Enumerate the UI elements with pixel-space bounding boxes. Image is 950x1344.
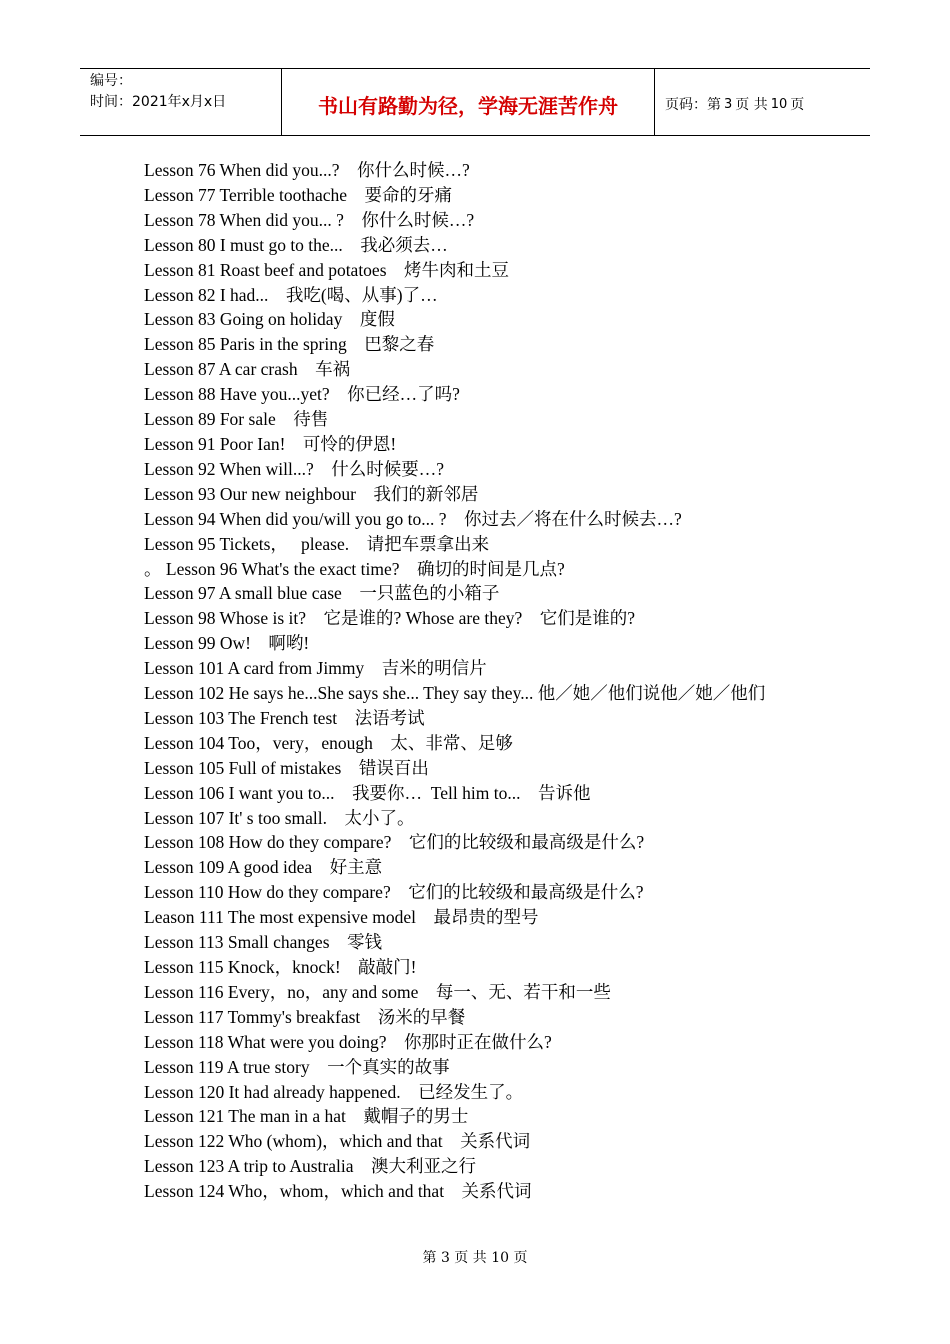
lesson-line: Lesson 93 Our new neighbour 我们的新邻居: [144, 483, 479, 504]
lesson-line: Lesson 101 A card from Jimmy 吉米的明信片: [144, 658, 487, 679]
lesson-line: Lesson 95 Tickets， please. 请把车票拿出来: [144, 533, 490, 554]
page-number: 3: [724, 96, 733, 112]
lesson-line: Lesson 83 Going on holiday 度假: [144, 309, 395, 330]
lesson-line: Lesson 87 A car crash 车祸: [144, 359, 351, 380]
lesson-line: Lesson 107 It' s too small. 太小了。: [144, 807, 415, 828]
lesson-line: Lesson 91 Poor Ian! 可怜的伊恩!: [144, 433, 397, 454]
lesson-line: Lesson 109 A good idea 好主意: [144, 857, 383, 878]
lesson-list: [144, 158, 814, 1204]
lesson-line: Lesson 115 Knock，knock! 敲敲门!: [144, 957, 417, 977]
lesson-line: Lesson 85 Paris in the spring 巴黎之春: [144, 334, 435, 355]
lesson-line: Lesson 99 Ow! 啊哟!: [144, 633, 310, 654]
lesson-line: Lesson 88 Have you...yet? 你已经…了吗?: [144, 384, 460, 405]
lesson-line: Lesson 82 I had... 我吃(喝、从事)了…: [144, 284, 438, 305]
code-label: 编号：: [90, 73, 132, 89]
lesson-line: Lesson 124 Who，whom，which and that 关系代词: [144, 1181, 532, 1202]
lesson-line: Lesson 110 How do they compare? 它们的比较级和最高级是什么?: [144, 882, 644, 903]
lesson-line: Lesson 108 How do they compare? 它们的比较级和最高级是什么?: [144, 832, 645, 853]
lesson-line: Leason 111 The most expensive model 最昂贵的型号: [144, 907, 539, 928]
lesson-line: Lesson 121 The man in a hat 戴帽子的男士: [144, 1106, 469, 1127]
page-mid: 页 共: [735, 97, 768, 113]
lesson-line: Lesson 119 A true story 一个真实的故事: [144, 1056, 450, 1077]
lesson-line: Lesson 117 Tommy's breakfast 汤米的早餐: [144, 1006, 466, 1027]
lesson-line: Lesson 122 Who (whom)，which and that 关系代词: [144, 1131, 531, 1152]
lesson-line: Lesson 103 The French test 法语考试: [144, 707, 425, 728]
lesson-line: Lesson 113 Small changes 零钱: [144, 932, 383, 953]
lesson-line: Lesson 76 When did you...? 你什么时候…?: [144, 160, 470, 180]
lesson-line: Lesson 94 When did you/will you go to... ? 你过去／将在什么时候去…?: [144, 508, 682, 529]
lesson-line: Lesson 123 A trip to Australia 澳大利亚之行: [144, 1156, 477, 1177]
lesson-line: Lesson 98 Whose is it? 它是谁的? Whose are they? 它们是谁的?: [144, 608, 636, 629]
lesson-line: Lesson 80 I must go to the... 我必须去…: [144, 234, 448, 255]
lesson-line: Lesson 102 He says he...She says she... They say they... 他／她／他们说他／她／他们: [144, 683, 766, 704]
lesson-line: Lesson 120 It had already happened. 已经发生了。: [144, 1081, 524, 1102]
page-total: 10: [770, 96, 788, 112]
header-meta: [80, 69, 282, 135]
page-footer: 第 3 页 共 10 页: [422, 1250, 528, 1266]
lesson-line: Lesson 89 For sale 待售: [144, 409, 329, 430]
header-motto: 书山有路勤为径，学海无涯苦作舟: [282, 69, 655, 135]
lesson-line: Lesson 77 Terrible toothache 要命的牙痛: [144, 184, 453, 205]
lesson-line: Lesson 106 I want you to... 我要你… Tell him to... 告诉他: [144, 782, 591, 803]
lesson-line: Lesson 105 Full of mistakes 错误百出: [144, 757, 429, 778]
lesson-line: Lesson 97 A small blue case 一只蓝色的小箱子: [144, 583, 500, 604]
lesson-line: Lesson 78 When did you... ? 你什么时候…?: [144, 209, 475, 230]
time-label: 时间：2021年x月x日: [90, 94, 227, 110]
page-suffix: 页: [790, 97, 805, 113]
page-header: [80, 68, 870, 136]
lesson-line: Lesson 92 When will...? 什么时候要…?: [144, 458, 445, 479]
lesson-line: 。 Lesson 96 What's the exact time? 确切的时间是几点?: [144, 558, 565, 579]
header-page-info: [655, 69, 870, 135]
page-prefix: 页码：第: [665, 97, 721, 113]
lesson-line: Lesson 116 Every，no，any and some 每一、无、若干和一些: [144, 981, 611, 1002]
lesson-line: Lesson 81 Roast beef and potatoes 烤牛肉和土豆: [144, 259, 510, 280]
lesson-line: Lesson 118 What were you doing? 你那时正在做什么?: [144, 1031, 552, 1052]
lesson-line: Lesson 104 Too，very，enough 太、非常、足够: [144, 732, 513, 753]
